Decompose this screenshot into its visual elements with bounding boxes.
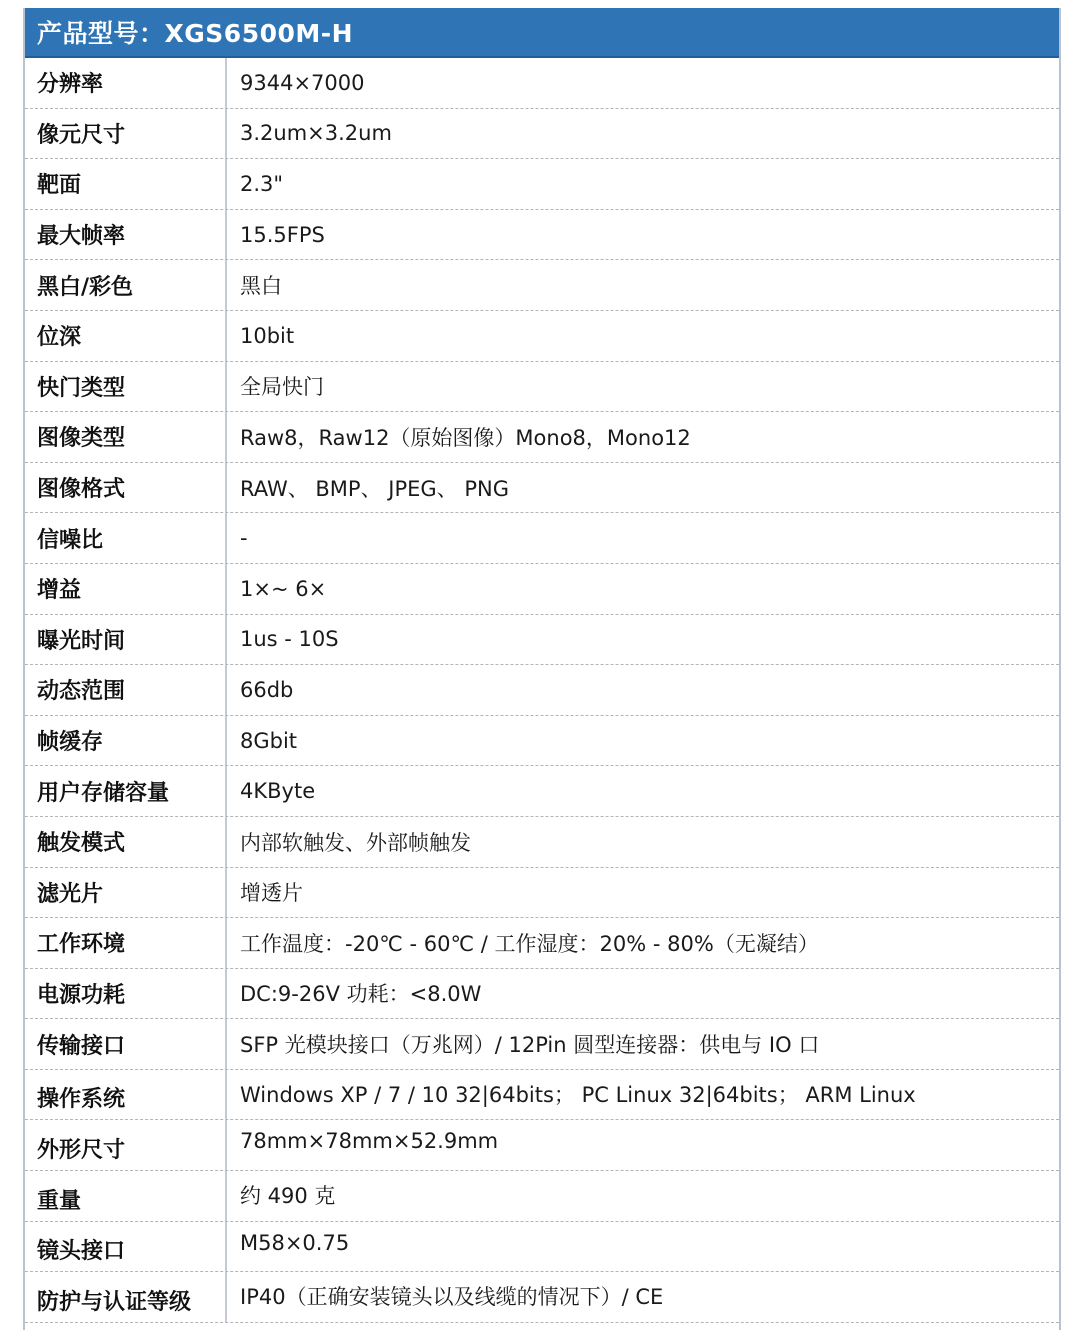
spec-label: 电源功耗 xyxy=(25,969,227,1019)
spec-value: 66db xyxy=(240,677,294,702)
spec-label: 外形尺寸 xyxy=(25,1120,227,1170)
spec-label: 动态范围 xyxy=(25,665,227,715)
spec-row xyxy=(25,210,1059,261)
spec-label: 分辨率 xyxy=(25,58,227,108)
spec-row xyxy=(25,817,1059,868)
spec-table xyxy=(25,58,1059,1323)
spec-value: RAW、 BMP、 JPEG、 PNG xyxy=(240,476,509,501)
spec-label: 传输接口 xyxy=(25,1019,227,1069)
spec-value: 78mm×78mm×52.9mm xyxy=(240,1129,499,1154)
spec-row xyxy=(25,564,1059,615)
spec-row xyxy=(25,1222,1059,1273)
spec-value: 15.5FPS xyxy=(240,222,325,247)
spec-row xyxy=(25,1120,1059,1171)
spec-row xyxy=(25,311,1059,362)
spec-value: 3.2um×3.2um xyxy=(240,121,392,146)
spec-row xyxy=(25,159,1059,210)
spec-value: Raw8，Raw12（原始图像）Mono8，Mono12 xyxy=(240,425,691,450)
spec-label: 用户存储容量 xyxy=(25,766,227,816)
spec-value: 2.3" xyxy=(240,171,284,196)
spec-row xyxy=(25,969,1059,1020)
spec-label: 信噪比 xyxy=(25,513,227,563)
spec-value: 工作温度：-20℃ - 60℃ / 工作湿度：20% - 80%（无凝结） xyxy=(240,931,819,956)
spec-label: 重量 xyxy=(25,1171,227,1221)
spec-row xyxy=(25,1171,1059,1222)
spec-row xyxy=(25,868,1059,919)
spec-row xyxy=(25,716,1059,767)
spec-row xyxy=(25,1070,1059,1121)
spec-row xyxy=(25,463,1059,514)
spec-value: 约 490 克 xyxy=(240,1184,336,1209)
spec-value: IP40（正确安装镜头以及线缆的情况下）/ CE xyxy=(240,1285,664,1310)
spec-row xyxy=(25,665,1059,716)
spec-sheet xyxy=(23,8,1061,1330)
spec-label: 帧缓存 xyxy=(25,716,227,766)
spec-value: 4KByte xyxy=(240,779,316,804)
spec-header xyxy=(25,8,1059,58)
spec-value: DC:9-26V 功耗：<8.0W xyxy=(240,982,482,1007)
spec-label: 操作系统 xyxy=(25,1070,227,1120)
spec-label: 滤光片 xyxy=(25,868,227,918)
spec-label: 位深 xyxy=(25,311,227,361)
spec-value: - xyxy=(240,526,248,551)
spec-value: 内部软触发、外部帧触发 xyxy=(240,830,471,855)
spec-row xyxy=(25,615,1059,666)
spec-label: 防护与认证等级 xyxy=(25,1272,227,1322)
spec-label: 最大帧率 xyxy=(25,210,227,260)
spec-label: 像元尺寸 xyxy=(25,109,227,159)
spec-value: 1×~ 6× xyxy=(240,576,327,601)
spec-row xyxy=(25,766,1059,817)
spec-value: M58×0.75 xyxy=(240,1230,350,1255)
spec-row xyxy=(25,109,1059,160)
spec-row xyxy=(25,412,1059,463)
spec-label: 黑白/彩色 xyxy=(25,260,227,310)
spec-row xyxy=(25,918,1059,969)
spec-value: 全局快门 xyxy=(240,375,324,400)
spec-value: 1us - 10S xyxy=(240,627,339,652)
spec-value: 增透片 xyxy=(240,881,303,906)
spec-row xyxy=(25,260,1059,311)
spec-label: 图像格式 xyxy=(25,463,227,513)
spec-label: 图像类型 xyxy=(25,412,227,462)
spec-label: 触发模式 xyxy=(25,817,227,867)
spec-label: 工作环境 xyxy=(25,918,227,968)
spec-row xyxy=(25,362,1059,413)
spec-row xyxy=(25,513,1059,564)
spec-value: 9344×7000 xyxy=(240,70,365,95)
spec-value: 黑白 xyxy=(240,274,282,299)
spec-label: 增益 xyxy=(25,564,227,614)
spec-value: 8Gbit xyxy=(240,728,298,753)
spec-label: 靶面 xyxy=(25,159,227,209)
spec-value: Windows XP / 7 / 10 32|64bits； PC Linux 32|64bits； ARM Linux xyxy=(240,1082,916,1107)
spec-label: 快门类型 xyxy=(25,362,227,412)
product-model-title: 产品型号：XGS6500M-H xyxy=(37,19,354,48)
spec-value: 10bit xyxy=(240,323,295,348)
spec-row xyxy=(25,58,1059,109)
spec-value: SFP 光模块接口（万兆网）/ 12Pin 圆型连接器：供电与 IO 口 xyxy=(240,1033,820,1058)
spec-row xyxy=(25,1019,1059,1070)
spec-label: 镜头接口 xyxy=(25,1222,227,1272)
spec-row xyxy=(25,1272,1059,1323)
spec-label: 曝光时间 xyxy=(25,615,227,665)
